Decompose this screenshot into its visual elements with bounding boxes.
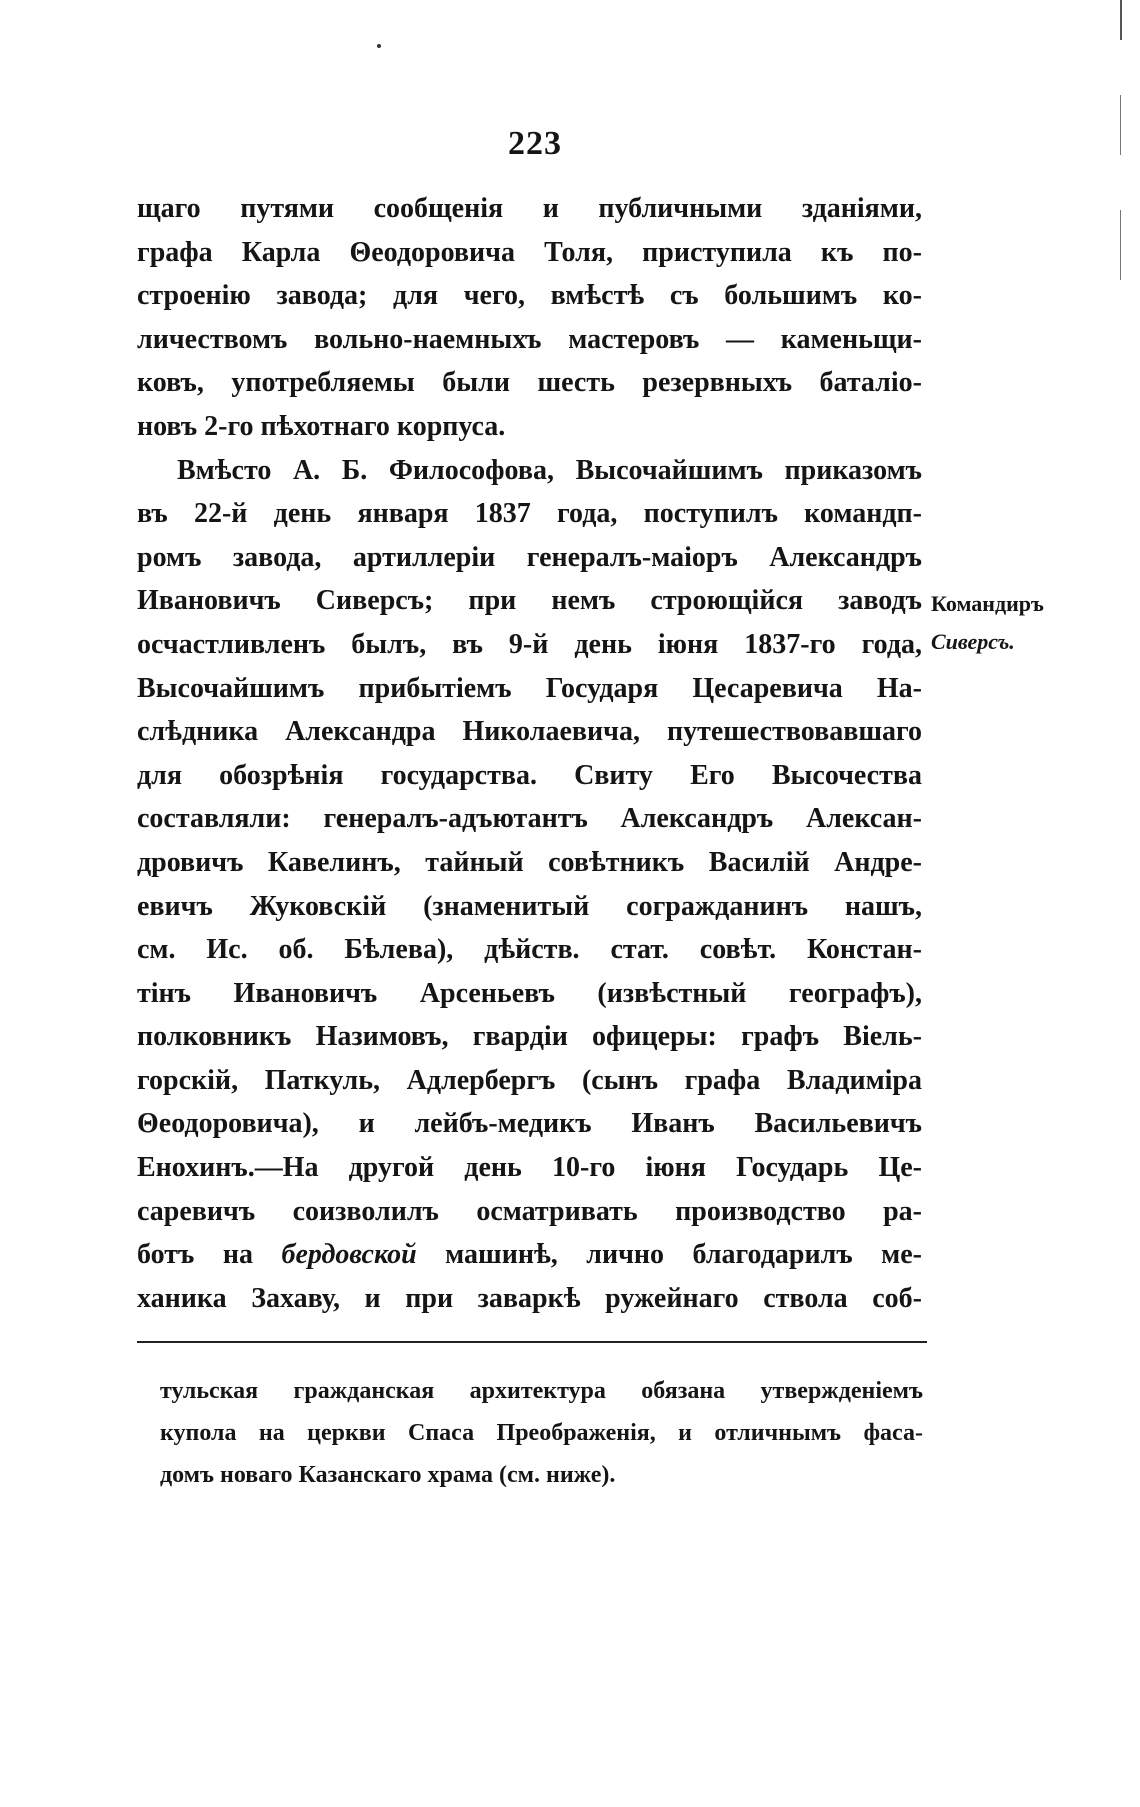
text-line: саревичъ соизволилъ осматривать производство ра- <box>137 1195 922 1227</box>
text-line: горскій, Паткуль, Адлербергъ (сынъ графа Владиміра <box>137 1064 922 1096</box>
text-line: составляли: генералъ-адъютантъ Александръ Алексан- <box>137 803 922 835</box>
text-line: Высочайшимъ прибытіемъ Государя Цесаревича На- <box>137 672 922 704</box>
text-line: полковникъ Назимовъ, гвардіи офицеры: графъ Віель- <box>137 1021 922 1053</box>
text-line: Енохинъ.—На другой день 10-го іюня Государь Це- <box>137 1152 922 1184</box>
footnote-line: тульская гражданская архитектура обязана утвержденіемъ <box>160 1378 923 1404</box>
footnote-block <box>160 1370 923 1496</box>
text-line: тінъ Ивановичъ Арсеньевъ (извѣстный географъ), <box>137 977 922 1009</box>
text-line: новъ 2-го пѣхотнаго корпуса. <box>137 410 506 442</box>
text-fragment: ботъ на <box>137 1239 282 1271</box>
page-edge-line <box>1120 0 1122 40</box>
text-line: для обозрѣнія государства. Свиту Его Высочества <box>137 759 922 791</box>
main-text-block <box>137 187 922 1320</box>
text-line: строенію завода; для чего, вмѣстѣ съ большимъ ко- <box>137 280 922 312</box>
paragraph-start-line: Вмѣсто А. Б. Философова, Высочайшимъ приказомъ <box>177 454 922 486</box>
text-line: Ивановичъ Сиверсъ; при немъ строющійся заводъ <box>137 585 922 617</box>
text-line: Θеодоровича), и лейбъ-медикъ Иванъ Васильевичъ <box>137 1108 922 1140</box>
text-line: ковъ, употребляемы были шесть резервныхъ баталіо- <box>137 367 922 399</box>
text-line: ромъ завода, артиллеріи генералъ-маіоръ Александръ <box>137 541 922 573</box>
footnote-separator <box>137 1341 927 1343</box>
ink-speck <box>377 44 381 48</box>
text-line: осчастливленъ былъ, въ 9-й день іюня 1837-го года, <box>137 628 922 660</box>
page-edge-mark <box>1120 95 1121 155</box>
text-line: графа Карла Θеодоровича Толя, приступила къ по- <box>137 236 922 268</box>
marginal-note-label: Командиръ <box>931 591 1044 616</box>
italic-place-name: бердовской <box>281 1239 417 1271</box>
marginal-note <box>931 585 1051 661</box>
text-line: ханика Захаву, и при заваркѣ ружейнаго ствола соб- <box>137 1282 922 1314</box>
text-line: дровичъ Кавелинъ, тайный совѣтникъ Василій Андре- <box>137 846 922 878</box>
text-line: въ 22-й день января 1837 года, поступилъ командп- <box>137 498 922 530</box>
text-fragment: машинѣ, лично благодарилъ ме- <box>416 1239 922 1271</box>
text-line: евичъ Жуковскій (знаменитый согражданинъ нашъ, <box>137 890 922 922</box>
footnote-line: домъ новаго Казанскаго храма (см. ниже). <box>160 1462 616 1488</box>
footnote-line: купола на церкви Спаса Преображенія, и отличнымъ фаса- <box>160 1420 923 1446</box>
text-line: см. Ис. об. Бѣлева), дѣйств. стат. совѣт. Констан- <box>137 934 922 966</box>
page-number: 223 <box>508 125 562 162</box>
text-line: щаго путями сообщенія и публичными зданіями, <box>137 193 922 224</box>
text-line: личествомъ вольно-наемныхъ мастеровъ — каменьщи- <box>137 323 922 355</box>
marginal-note-name: Сиверсъ. <box>931 629 1015 654</box>
page-edge-mark <box>1120 210 1121 280</box>
text-line-with-italic <box>137 1233 922 1277</box>
text-line: слѣдника Александра Николаевича, путешествовавшаго <box>137 716 922 748</box>
